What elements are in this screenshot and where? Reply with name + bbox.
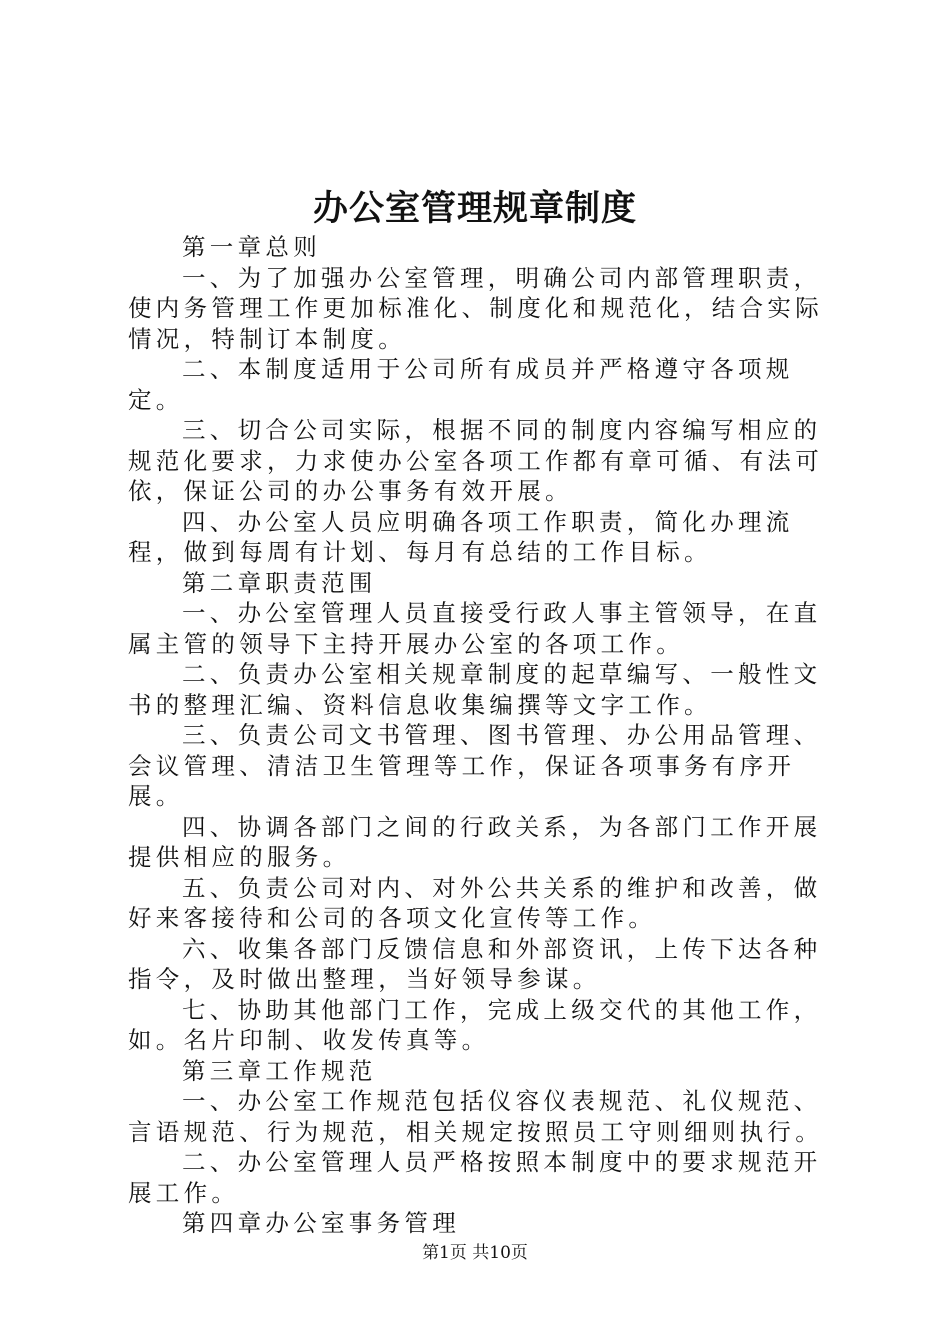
document-title: 办公室管理规章制度 <box>312 188 637 229</box>
chapter-2-heading: 第二章职责范围 <box>182 568 377 597</box>
paragraph: 六、收集各部门反馈信息和外部资讯，上传下达各种指令，及时做出整理，当好领导参谋。 <box>128 934 822 993</box>
paragraph: 二、负责办公室相关规章制度的起草编写、一般性文书的整理汇编、资料信息收集编撰等文字工作。 <box>128 660 822 719</box>
paragraph: 二、本制度适用于公司所有成员并严格遵守各项规定。 <box>128 355 794 414</box>
paragraph: 一、为了加强办公室管理，明确公司内部管理职责，使内务管理工作更加标准化、制度化和规范化，结合实际情况，特制订本制度。 <box>128 263 823 353</box>
paragraph: 四、协调各部门之间的行政关系，为各部门工作开展提供相应的服务。 <box>128 812 822 871</box>
paragraph: 五、负责公司对内、对外公共关系的维护和改善，做好来客接待和公司的各项文化宣传等工作。 <box>128 873 822 932</box>
chapter-1-heading: 第一章总则 <box>182 233 321 261</box>
paragraph: 三、切合公司实际，根据不同的制度内容编写相应的规范化要求，力求使办公室各项工作都有章可循、有法可依，保证公司的办公事务有效开展。 <box>128 416 823 505</box>
paragraph: 二、办公室管理人员严格按照本制度中的要求规范开展工作。 <box>128 1148 822 1207</box>
paragraph: 四、办公室人员应明确各项工作职责，简化办理流程，做到每周有计划、每月有总结的工作目标。 <box>128 507 794 566</box>
document-body <box>128 232 833 1239</box>
chapter-3-heading: 第三章工作规范 <box>182 1056 377 1085</box>
paragraph: 三、负责公司文书管理、图书管理、办公用品管理、会议管理、清洁卫生管理等工作，保证各项事务有序开展。 <box>128 721 822 810</box>
page-number-footer: 第1页 共10页 <box>422 1243 528 1263</box>
paragraph: 一、办公室管理人员直接受行政人事主管领导，在直属主管的领导下主持开展办公室的各项工作。 <box>128 599 822 658</box>
paragraph: 一、办公室工作规范包括仪容仪表规范、礼仪规范、言语规范、行为规范，相关规定按照员工守则细则执行。 <box>128 1087 823 1146</box>
chapter-4-heading: 第四章办公室事务管理 <box>182 1209 460 1237</box>
paragraph: 七、协助其他部门工作，完成上级交代的其他工作，如。名片印制、收发传真等。 <box>128 995 822 1054</box>
